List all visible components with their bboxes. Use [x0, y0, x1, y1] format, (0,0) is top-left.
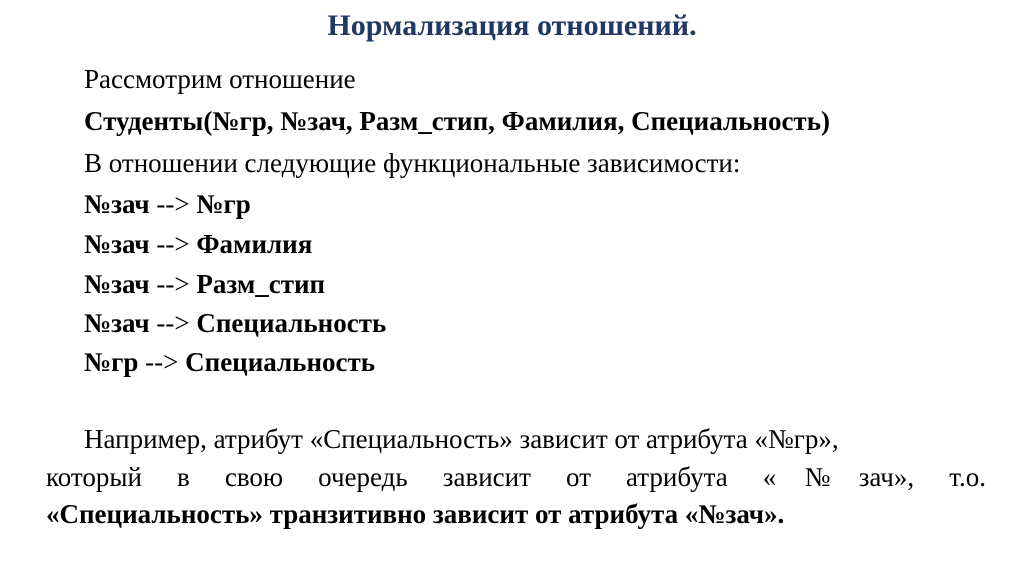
dependency-rhs: №гр [196, 189, 251, 219]
dependency-rhs: Фамилия [196, 229, 313, 259]
dependency-lhs: №зач [84, 308, 150, 338]
dependency-lhs: №зач [84, 269, 150, 299]
example-conclusion: «Специальность» транзитивно зависит от атрибута «№зач». [46, 499, 785, 529]
dependency-arrow: --> [149, 308, 197, 338]
dependency-arrow: --> [149, 229, 197, 259]
dependency-5 [84, 345, 375, 379]
dependency-lhs: №гр [84, 347, 139, 377]
dependency-2 [84, 227, 312, 261]
dependency-3 [84, 267, 325, 301]
slide-title: Нормализация отношений. [327, 9, 697, 42]
relation-schema: Студенты(№гр, №зач, Разм_стип, Фамилия, Специальность) [84, 106, 830, 136]
dependency-arrow: --> [138, 347, 186, 377]
dependency-rhs: Специальность [196, 308, 387, 338]
dependency-arrow: --> [149, 189, 197, 219]
fd-intro-text: В отношении следующие функциональные зависимости: [84, 148, 741, 178]
example-line-1: Например, атрибут «Специальность» зависит от атрибута «№гр», [84, 424, 839, 454]
dependency-rhs: Разм_стип [196, 269, 326, 299]
dependency-arrow: --> [149, 269, 197, 299]
dependency-1 [84, 187, 251, 221]
dependency-lhs: №зач [84, 189, 150, 219]
example-line-2: который в свою очередь зависит от атрибута «№зач», т.о. [46, 462, 986, 492]
dependency-lhs: №зач [84, 229, 150, 259]
intro-text: Рассмотрим отношение [84, 64, 356, 94]
dependency-rhs: Специальность [185, 347, 376, 377]
dependency-4 [84, 306, 386, 340]
